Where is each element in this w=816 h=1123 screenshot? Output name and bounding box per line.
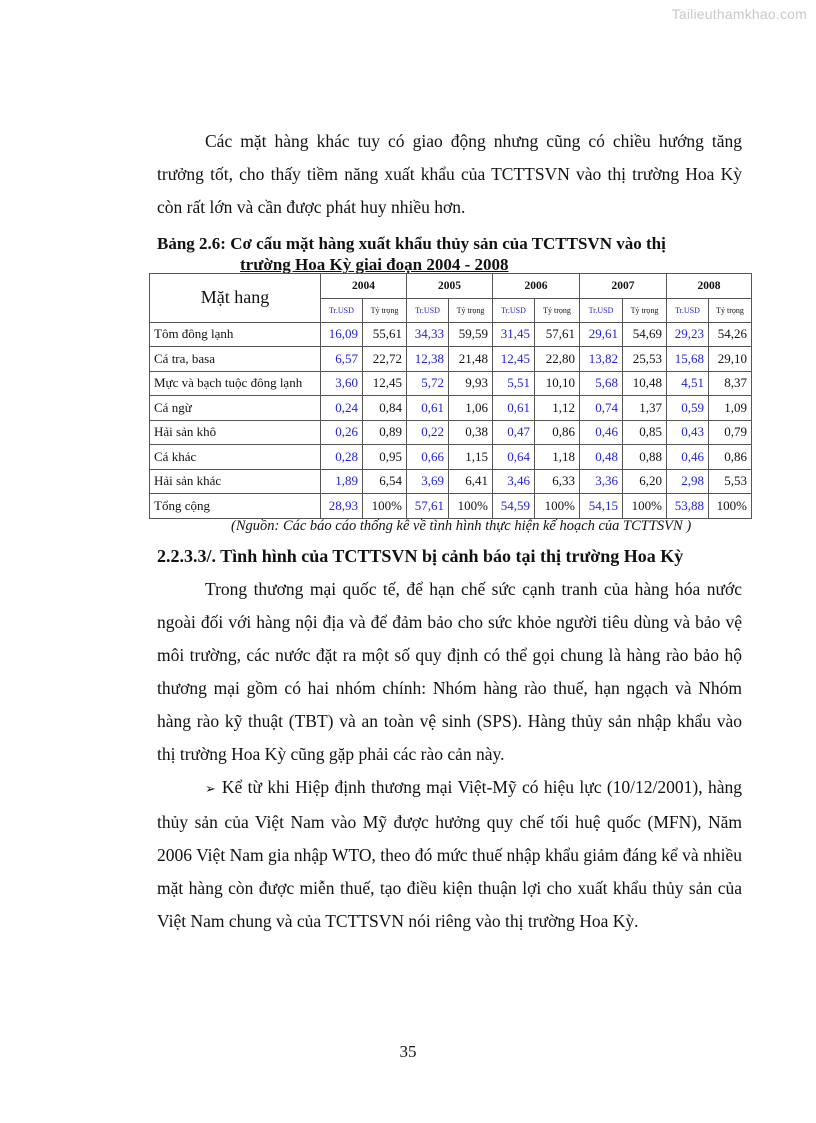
cell-value-share: 100%	[535, 494, 580, 519]
column-header-share: Tỷ trọng	[363, 298, 407, 322]
cell-value-usd: 12,45	[493, 347, 535, 372]
cell-value-share: 9,93	[449, 371, 493, 396]
cell-value-usd: 0,46	[667, 445, 709, 470]
column-header-usd: Tr.USD	[407, 298, 449, 322]
table-caption	[157, 233, 747, 275]
cell-value-share: 1,09	[709, 396, 752, 421]
cell-value-usd: 0,47	[493, 420, 535, 445]
cell-value-usd: 3,36	[580, 469, 623, 494]
cell-value-usd: 0,43	[667, 420, 709, 445]
cell-value-share: 10,48	[623, 371, 667, 396]
table-row	[150, 445, 752, 470]
cell-value-share: 22,72	[363, 347, 407, 372]
column-header-share: Tỷ trọng	[709, 298, 752, 322]
table-row	[150, 322, 752, 347]
cell-value-share: 55,61	[363, 322, 407, 347]
page-number: 35	[399, 1042, 417, 1061]
column-header-share: Tỷ trọng	[535, 298, 580, 322]
cell-value-share: 1,12	[535, 396, 580, 421]
cell-item-name: Cá ngừ	[150, 396, 321, 421]
cell-value-share: 6,20	[623, 469, 667, 494]
table-row	[150, 371, 752, 396]
paragraph-trade-agreement	[157, 771, 742, 938]
cell-value-share: 25,53	[623, 347, 667, 372]
cell-value-usd: 0,28	[321, 445, 363, 470]
cell-value-share: 6,33	[535, 469, 580, 494]
cell-value-share: 57,61	[535, 322, 580, 347]
cell-value-usd: 29,23	[667, 322, 709, 347]
cell-value-share: 0,89	[363, 420, 407, 445]
column-header-usd: Tr.USD	[580, 298, 623, 322]
cell-value-usd: 0,59	[667, 396, 709, 421]
cell-value-share: 6,41	[449, 469, 493, 494]
cell-value-share: 100%	[709, 494, 752, 519]
column-header-share: Tỷ trọng	[623, 298, 667, 322]
cell-value-share: 22,80	[535, 347, 580, 372]
cell-value-usd: 0,22	[407, 420, 449, 445]
cell-value-share: 100%	[623, 494, 667, 519]
column-header-year: 2007	[580, 274, 667, 299]
cell-value-usd: 0,74	[580, 396, 623, 421]
cell-value-share: 54,26	[709, 322, 752, 347]
column-header-usd: Tr.USD	[321, 298, 363, 322]
cell-item-name: Tôm đông lạnh	[150, 322, 321, 347]
cell-value-share: 0,85	[623, 420, 667, 445]
cell-value-usd: 53,88	[667, 494, 709, 519]
cell-value-share: 1,06	[449, 396, 493, 421]
section-heading: 2.2.3.3/. Tình hình của TCTTSVN bị cảnh báo tại thị trường Hoa Kỳ	[157, 546, 684, 566]
table-row	[150, 396, 752, 421]
column-header-usd: Tr.USD	[667, 298, 709, 322]
cell-value-usd: 34,33	[407, 322, 449, 347]
cell-value-usd: 3,60	[321, 371, 363, 396]
cell-value-usd: 0,61	[407, 396, 449, 421]
cell-value-usd: 12,38	[407, 347, 449, 372]
cell-value-share: 0,86	[709, 445, 752, 470]
cell-value-share: 1,18	[535, 445, 580, 470]
cell-value-share: 0,86	[535, 420, 580, 445]
table-row	[150, 420, 752, 445]
cell-value-share: 21,48	[449, 347, 493, 372]
column-header-year: 2005	[407, 274, 493, 299]
column-header-year: 2004	[321, 274, 407, 299]
export-structure-table	[149, 273, 752, 519]
cell-value-usd: 16,09	[321, 322, 363, 347]
cell-value-share: 0,79	[709, 420, 752, 445]
cell-value-share: 0,95	[363, 445, 407, 470]
cell-value-usd: 0,61	[493, 396, 535, 421]
cell-value-share: 10,10	[535, 371, 580, 396]
table-body	[150, 322, 752, 518]
cell-value-usd: 15,68	[667, 347, 709, 372]
cell-value-usd: 0,26	[321, 420, 363, 445]
cell-value-share: 29,10	[709, 347, 752, 372]
cell-value-share: 5,53	[709, 469, 752, 494]
cell-value-usd: 0,24	[321, 396, 363, 421]
cell-item-name: Cá tra, basa	[150, 347, 321, 372]
table-row	[150, 347, 752, 372]
cell-item-name: Mực và bạch tuộc đông lạnh	[150, 371, 321, 396]
cell-value-usd: 54,59	[493, 494, 535, 519]
cell-item-name: Cá khác	[150, 445, 321, 470]
intro-paragraph	[157, 125, 742, 224]
cell-value-usd: 3,69	[407, 469, 449, 494]
cell-value-usd: 2,98	[667, 469, 709, 494]
cell-value-usd: 57,61	[407, 494, 449, 519]
cell-value-usd: 29,61	[580, 322, 623, 347]
cell-value-usd: 31,45	[493, 322, 535, 347]
paragraph-trade-barriers	[157, 573, 742, 771]
column-header-year: 2006	[493, 274, 580, 299]
watermark: Tailieuthamkhao.com	[671, 6, 807, 22]
table-row	[150, 469, 752, 494]
cell-value-usd: 6,57	[321, 347, 363, 372]
cell-value-usd: 3,46	[493, 469, 535, 494]
cell-value-share: 1,37	[623, 396, 667, 421]
cell-item-name: Hải sản khác	[150, 469, 321, 494]
cell-value-usd: 4,51	[667, 371, 709, 396]
bullet-arrow-icon: ➢	[205, 782, 216, 797]
cell-value-share: 8,37	[709, 371, 752, 396]
column-header-share: Tỷ trọng	[449, 298, 493, 322]
cell-value-usd: 5,51	[493, 371, 535, 396]
source-note: (Nguồn: Các báo cáo thống kê về tình hình thực hiện kế hoạch của TCTTSVN )	[231, 518, 692, 534]
cell-value-usd: 0,66	[407, 445, 449, 470]
table-row	[150, 494, 752, 519]
table-caption-line1: Bảng 2.6: Cơ cấu mặt hàng xuất khẩu thủy sản của TCTTSVN vào thị	[157, 234, 666, 253]
cell-value-share: 54,69	[623, 322, 667, 347]
cell-item-name: Tổng cộng	[150, 494, 321, 519]
cell-value-usd: 1,89	[321, 469, 363, 494]
cell-value-usd: 0,46	[580, 420, 623, 445]
cell-value-share: 0,84	[363, 396, 407, 421]
cell-value-share: 59,59	[449, 322, 493, 347]
column-header-usd: Tr.USD	[493, 298, 535, 322]
cell-value-usd: 28,93	[321, 494, 363, 519]
paragraph-trade-barriers-text: Trong thương mại quốc tế, để hạn chế sức cạnh tranh của hàng hóa nước ngoài đối với hàng nội địa và để đảm bảo cho sức khỏe người tiêu dùng và bảo vệ môi trường, các nước đặt ra một số quy định có thể gọi chung là hàng rào bảo hộ thương mại gồm có hai nhóm chính: Nhóm hàng rào thuế, hạn ngạch và Nhóm hàng rào kỹ thuật (TBT) và an toàn vệ sinh (SPS). Hàng thủy sản nhập khẩu vào thị trường Hoa Kỳ cũng gặp phải các rào cản này.	[157, 579, 742, 764]
cell-value-usd: 5,68	[580, 371, 623, 396]
cell-value-share: 12,45	[363, 371, 407, 396]
column-header-year: 2008	[667, 274, 752, 299]
intro-paragraph-text: Các mặt hàng khác tuy có giao động nhưng cũng có chiều hướng tăng trưởng tốt, cho thấy tiềm năng xuất khẩu của TCTTSVN vào thị trường Hoa Kỳ còn rất lớn và cần được phát huy nhiều hơn.	[157, 131, 742, 217]
cell-value-share: 100%	[363, 494, 407, 519]
cell-value-share: 0,38	[449, 420, 493, 445]
cell-value-usd: 0,48	[580, 445, 623, 470]
cell-value-usd: 0,64	[493, 445, 535, 470]
paragraph-trade-agreement-text: Kể từ khi Hiệp định thương mại Việt-Mỹ có hiệu lực (10/12/2001), hàng thủy sản của Việt Nam vào Mỹ được hưởng quy chế tối huệ quốc (MFN), Năm 2006 Việt Nam gia nhập WTO, theo đó mức thuế nhập khẩu giảm đáng kể và nhiều mặt hàng còn được miễn thuế, tạo điều kiện thuận lợi cho xuất khẩu thủy sản của Việt Nam chung và của TCTTSVN nói riêng vào thị trường Hoa Kỳ.	[157, 777, 742, 931]
table-caption-line2: trường Hoa Kỳ giai đoạn 2004 - 2008	[240, 255, 509, 274]
cell-value-usd: 54,15	[580, 494, 623, 519]
cell-item-name: Hải sản khô	[150, 420, 321, 445]
cell-value-share: 1,15	[449, 445, 493, 470]
cell-value-share: 6,54	[363, 469, 407, 494]
cell-value-share: 100%	[449, 494, 493, 519]
header-row-years	[150, 274, 752, 299]
column-header-item: Mặt hang	[150, 274, 321, 323]
cell-value-usd: 13,82	[580, 347, 623, 372]
cell-value-share: 0,88	[623, 445, 667, 470]
cell-value-usd: 5,72	[407, 371, 449, 396]
